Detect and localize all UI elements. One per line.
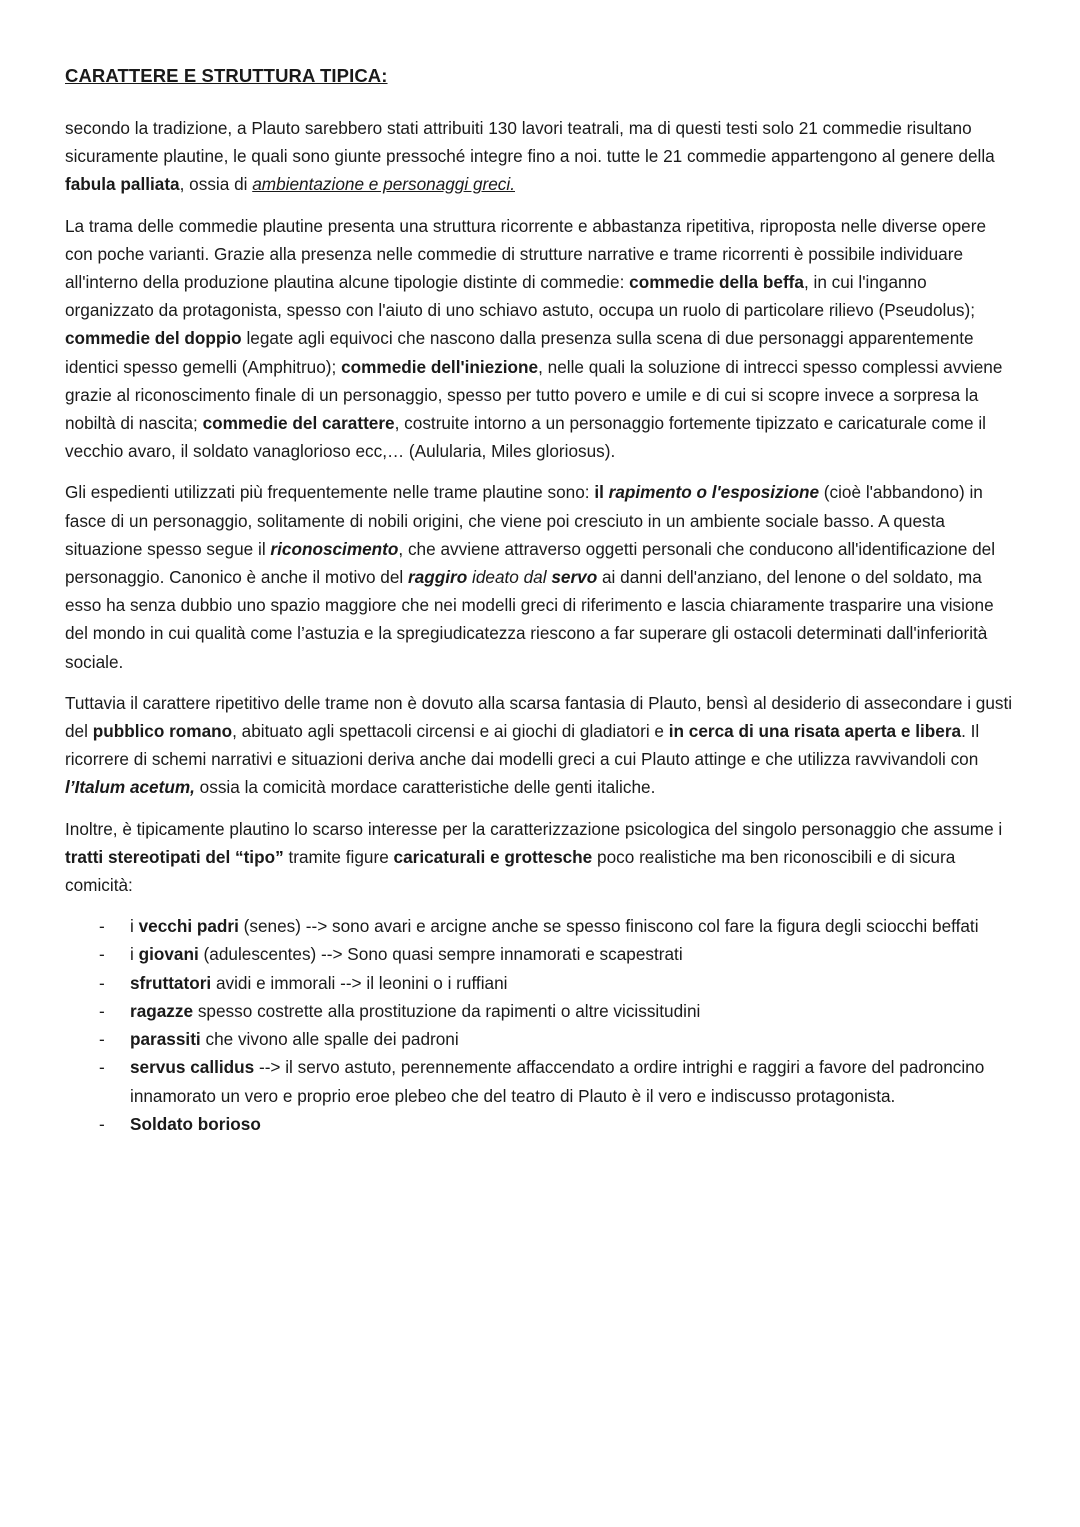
text-run: Tuttavia il carattere ripetitivo delle trame non è dovuto alla scarsa fantasia di Plauto, bensì al desiderio di assecondare i gusti del [65, 692, 1013, 742]
paragraph-attribution [65, 114, 1018, 199]
paragraph-audience [65, 689, 1018, 802]
text-run: , ossia di [179, 174, 253, 195]
text-run: secondo la tradizione, a Plauto sarebbero stati attribuiti 130 lavori teatrali, ma di questi testi solo 21 commedie risultano sicuramente plautine, le quali sono giunte pressoché integre fino a noi. tutte le 21 commedie appartengono al genere della [65, 118, 995, 167]
list-item: - i vecchi padri (senes) --> sono avari e arcigne anche se spesso finiscono col fare la figura degli sciocchi beffati [65, 912, 1018, 940]
text-run: Inoltre, è tipicamente plautino lo scarso interesse per la caratterizzazione psicologica del singolo personaggio che assume i [65, 818, 1003, 839]
bold-term: vecchi padri [138, 916, 239, 937]
text-run: ai danni dell'anziano, del lenone o del soldato, ma esso ha senza dubbio uno spazio maggiore che nei modelli greci di riferimento e lascia chiaramente trasparire una visione del mondo in cui qualità come l’astuzia e la spregiudicatezza riescono a far superare gli ostacoli determinati dall'inferiorità sociale. [65, 567, 994, 672]
list-item: - ragazze spesso costrette alla prostituzione da rapimenti o altre vicissitudini [65, 997, 1018, 1025]
paragraph-characters [65, 815, 1018, 900]
bold-term: commedie dell'iniezione [341, 356, 539, 377]
italic-term: ideato dal [467, 567, 552, 588]
bold-term: sfruttatori [130, 972, 212, 993]
bold-italic-term: riconoscimento [270, 538, 399, 559]
list-item: - servus callidus --> il servo astuto, perennemente affaccendato a ordire intrighi e raggiri a favore del padroncino innamorato un vero e proprio eroe plebeo che del teatro di Plauto è il vero e indiscusso protagonista. [65, 1053, 1018, 1109]
bold-italic-term: servo [551, 567, 598, 588]
text-run: La trama delle commedie plautine presenta una struttura ricorrente e abbastanza ripetitiva, riproposta nelle diverse opere con poche varianti. Grazie alla presenza nelle commedie di strutture narrative e trame ricorrenti è possibile individuare all'interno della produzione plautina alcune tipologie distinte di commedie: [65, 215, 986, 293]
text-run: (cioè l'abbandono) in fasce di un personaggio, solitamente di nobili origini, che viene poi cresciuto in un ambiente sociale basso. A questa situazione spesso segue il [65, 482, 983, 559]
bold-term: commedie del carattere [202, 413, 395, 434]
bold-term: giovani [138, 944, 199, 965]
bold-italic-term: rapimento o l'esposizione [608, 482, 820, 503]
bold-term: commedie del doppio [65, 328, 242, 349]
bold-italic-term: raggiro [408, 567, 468, 588]
bold-term: il [594, 482, 609, 503]
bold-term: parassiti [130, 1029, 201, 1050]
paragraph-typologies [65, 212, 1018, 466]
bold-term: servus callidus [130, 1057, 255, 1078]
section-title: CARATTERE E STRUTTURA TIPICA: [65, 65, 388, 86]
text-run: poco realistiche ma ben riconoscibili e di sicura comicità: [65, 846, 956, 896]
text-run: , abituato agli spettacoli circensi e ai giochi di gladiatori e [232, 721, 669, 742]
bold-term: ragazze [130, 1000, 194, 1021]
text-run: , costruite intorno a un personaggio fortemente tipizzato e caricaturale come il vecchio avaro, il soldato vanaglorioso ecc,… (Aulularia, Miles gloriosus). [65, 413, 986, 462]
paragraph-devices [65, 478, 1018, 675]
bold-term: tratti stereotipati del “tipo” [65, 846, 284, 867]
text-run: tramite figure [283, 846, 394, 867]
bold-term: fabula palliata [65, 174, 180, 195]
character-type-list [65, 912, 1018, 1138]
text-run: , in cui l'inganno organizzato da protagonista, spesso con l'aiuto di uno schiavo astuto, occupa un ruolo di particolare rilievo (Pseudolus); [65, 272, 975, 321]
text-run: , che avviene attraverso oggetti personali che conducono all'identificazione del personaggio. Canonico è anche il motivo del [65, 538, 996, 588]
list-item: - sfruttatori avidi e immorali --> il leonini o i ruffiani [65, 969, 1018, 997]
bold-term: pubblico romano [92, 721, 233, 742]
text-run: Gli espedienti utilizzati più frequentemente nelle trame plautine sono: [65, 482, 595, 503]
text-run: legate agli equivoci che nascono dalla presenza sulla scena di due personaggi apparentemente identici spesso gemelli (Amphitruo); [65, 328, 974, 377]
bold-term: in cerca di una risata aperta e libera [668, 721, 962, 742]
text-run: ossia la comicità mordace caratteristiche delle genti italiche. [194, 777, 656, 798]
underlined-term: ambientazione e personaggi greci. [252, 174, 515, 195]
list-item: - i giovani (adulescentes) --> Sono quasi sempre innamorati e scapestrati [65, 940, 1018, 968]
bold-italic-term: l’Italum acetum, [65, 777, 195, 798]
list-item [65, 1110, 1018, 1138]
text-run: , nelle quali la soluzione di intrecci spesso complessi avviene grazie al riconoscimento finale di un personaggio, spesso per tutto povero e umile e di cui si scopre invece a sorpresa la nobiltà di nascita; [65, 356, 1003, 434]
list-item: - parassiti che vivono alle spalle dei padroni [65, 1025, 1018, 1053]
text-run: . Il ricorrere di schemi narrativi e situazioni deriva anche dai modelli greci a cui Plauto attinge e che utilizza ravvivandoli con [65, 721, 980, 770]
bold-term: caricaturali e grottesche [393, 846, 593, 867]
bold-term: Soldato borioso [130, 1113, 261, 1134]
bold-term: commedie della beffa [629, 272, 804, 293]
